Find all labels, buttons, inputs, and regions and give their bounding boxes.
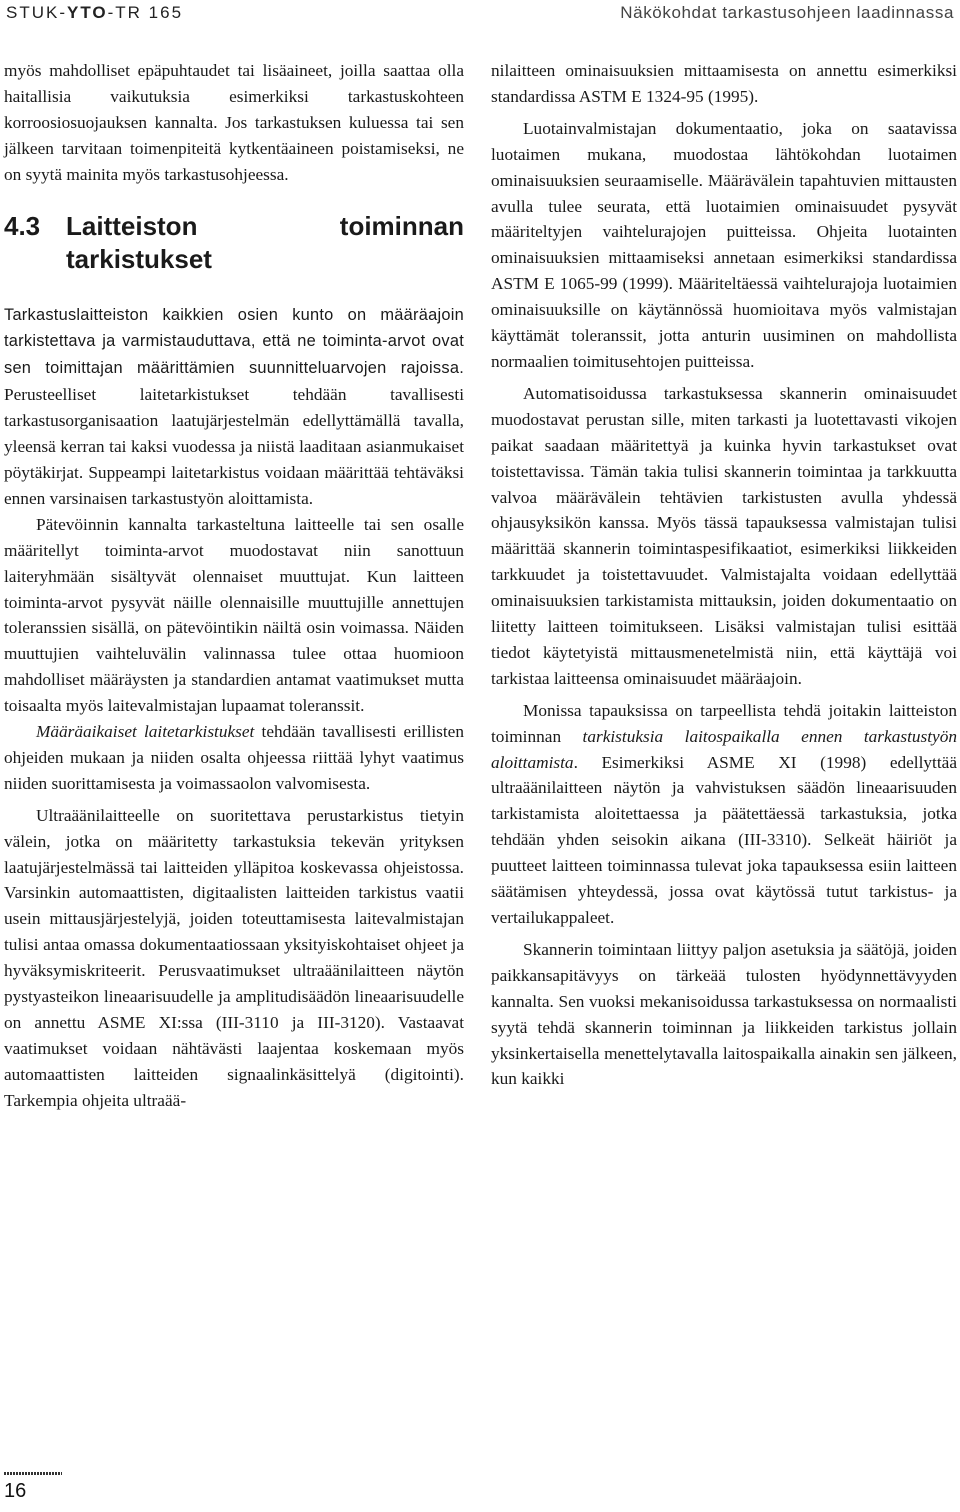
- section-number: 4.3: [4, 210, 41, 241]
- paragraph-lead: Monissa tapauksissa on tarpeellista tehdä joitakin laitteiston toiminnan: [491, 700, 957, 746]
- paragraph-lead: Tarkastuslaitteiston kaikkien osien kunto on määräajoin tarkistettava ja varmistauduttava, että ne toiminta-arvot ovat sen toimittajan määrittämien suunnitteluarvojen rajoissa.: [4, 305, 464, 378]
- paragraph: [491, 698, 957, 931]
- paragraph: Ultraäänilaitteelle on suoritettava perustarkistus tietyin välein, jotka on määritetty tarkastuksia tekevän yrityksen laatujärjestelmässä tai laitteiden ylläpitoa koskevassa ohjeistossa. Varsinkin automaattisten, digitaalisten laitteiden tarkistus vaatii usein mittausjärjestelyjä, joiden toteuttamisesta laitevalmistajan tulisi antaa omassa dokumentaatiossaan yksityiskohtaiset ohjeet ja hyväksymiskriteerit. Perusvaatimukset ultraäänilaitteen näytön pystyasteikon lineaarisuudelle ja amplitudisäädön lineaarisuudelle on annettu ASME XI:ssa (III-3110 ja III-3120). Vastaavat vaatimukset voidaan nähtävästi laajentaa koskemaan myös automaattisten laitteiden signaalinkäsittelyä (digitointi). Tarkempia ohjeita ultraää-: [4, 805, 464, 1110]
- paragraph: Luotainvalmistajan dokumentaatio, joka on saatavissa luotaimen mukana, muodostaa lähtökohdan luotaimen ominaisuuksien seuraamiselle. Määrävälein tapahtuvien mittausten avulla tulee seurata, että luotaimien ominaisuudet pysyvät määriteltyjen vaihtelurajojen puitteissa. Ohjeita luotainten ominaisuuksien mittaamiseksi annetaan esimerkiksi standardissa ASTM E 1065-99 (1999). Määriteltäessä vaihtelurajoja luotaimien ominaisuuksille on käytännössä huomioitava myös valmistajan käyttämät toleranssit, jotta anturin uusiminen on mahdollista normaalien toimitusehtojen puitteissa.: [491, 118, 957, 371]
- italic-term: tarkistuksia laitospaikalla ennen tarkastustyön aloittamista: [491, 726, 957, 772]
- chapter-title: Näkökohdat tarkastusohjeen laadinnassa: [620, 3, 954, 22]
- right-column: [491, 58, 957, 1092]
- section-heading: [4, 210, 464, 276]
- paragraph: Skannerin toimintaan liittyy paljon asetuksia ja säätöjä, joiden paikkansapitävyys on tärkeää tulosten hyödynnettävyyden kannalta. Sen vuoksi mekanisoidussa tarkastuksessa on normaalisti syytä tehdä skannerin toiminnan ja liikkeiden tarkistus jollain yksinkertaisella menettelytavalla laitospaikalla ainakin sen jälkeen, kun kaikki: [491, 939, 957, 1089]
- paragraph-continuation: tehdään tavallisesti erillisten ohjeiden mukaan ja niiden osalta ohjeessa riittää lyhyt vaatimus niiden suorittamisesta ja voimassaolon valvomisesta.: [4, 722, 464, 793]
- paragraph: nilaitteen ominaisuuksien mittaamisesta on annettu esimerkiksi standardissa ASTM E 1324-95 (1995).: [491, 61, 957, 106]
- paragraph-continuation: . Esimerkiksi ASME XI (1998) edellyttää ultraäänilaitteen näytön ja vahvistuksen säädön lineaarisuuden tarkistamista aloitettaessa ja päätettäessä tarkastuksia, jotka tehdään yhden seisokin aikana (III-3310). Selkeät häiriöt ja puutteet laitteen toiminnassa tulevat joka tapauksessa esiin laitteen säätämisen yhteydessä, jossa ovat käytössä tutut tarkistus- ja vertailukappaleet.: [491, 752, 957, 927]
- running-header: [0, 0, 960, 30]
- page-number: 16: [4, 1480, 27, 1502]
- report-series-id: STUK-YTO-TR 165: [6, 3, 184, 22]
- paragraph: [4, 719, 464, 797]
- paragraph: Automatisoidussa tarkastuksessa skannerin ominaisuudet muodostavat perustan sille, miten tarkasti ja luotettavasti vikojen paikat saadaan määritettyä ja kuinka hyvin tarkastukset ovat toistettavissa. Tämän takia tulisi skannerin toimintaa ja tarkkuutta valvoa määrävälein tehtävien tarkistusten avulla yhdessä ohjausyksikön kanssa. Myös tässä tapauksessa valmistajan tulisi määrittää skannerin toimintaspesifikaatiot, esimerkiksi liikkeiden tarkkuudet ja toistettavuudet. Valmistajalta voidaan edellyttää ominaisuuksien tarkistamista mittauksin, joiden dokumentaatio on liitetty laitteen toimitukseen. Lisäksi valmistajan tulisi esittää tiedot käytetyistä mittausmenetelmistä niin, että käyttäjä voi tarkistaa laitteensa ominaisuudet määräajoin.: [491, 383, 957, 688]
- paragraph: myös mahdolliset epäpuhtaudet tai lisäaineet, joilla saattaa olla haitallisia vaikutuksia esimerkiksi tarkastuskohteen korroosiosuojauksen kannalta. Jos tarkastuksen kuluessa tai sen jälkeen tarvitaan toimenpiteitä kytkentäaineen poistamiseksi, ne on syytä mainita myös tarkastusohjeessa.: [4, 61, 464, 184]
- footer-rule: [4, 1472, 62, 1475]
- paragraph-continuation: Perusteelliset laitetarkistukset tehdään tavallisesti tarkastusorganisaation laatujärjestelmän edellyttämällä tavalla, yleensä kerran tai kaksi vuodessa ja niistä laaditaan asianmukaiset pöytäkirjat. Suppeampi laitetarkistus voidaan määrittää tehtäväksi ennen varsinaisen tarkastustyön aloittamista.: [4, 385, 464, 508]
- italic-term: Määräaikaiset laitetarkistukset: [36, 722, 255, 742]
- left-column: [4, 58, 464, 1114]
- paragraph: Pätevöinnin kannalta tarkasteltuna laitteelle tai sen osalle määritellyt toiminta-arvot muodostavat niin sanottuun laiteryhmään sisältyvät olennaiset muuttujat. Kun laitteen toiminta-arvot pysyvät näille olennaisille muuttujille annettujen toleranssien sisällä, on pätevöintikin näiltä osin voimassa. Näiden muuttujien vaihteluvälin valinnassa tulee ottaa huomioon mahdolliset määräysten ja standardien antamat vaatimukset mutta toisaalta myös laitevalmistajan lupaamat toleranssit.: [4, 514, 464, 716]
- paragraph: [4, 302, 464, 512]
- section-title: Laitteiston toiminnan tarkistukset: [66, 210, 464, 274]
